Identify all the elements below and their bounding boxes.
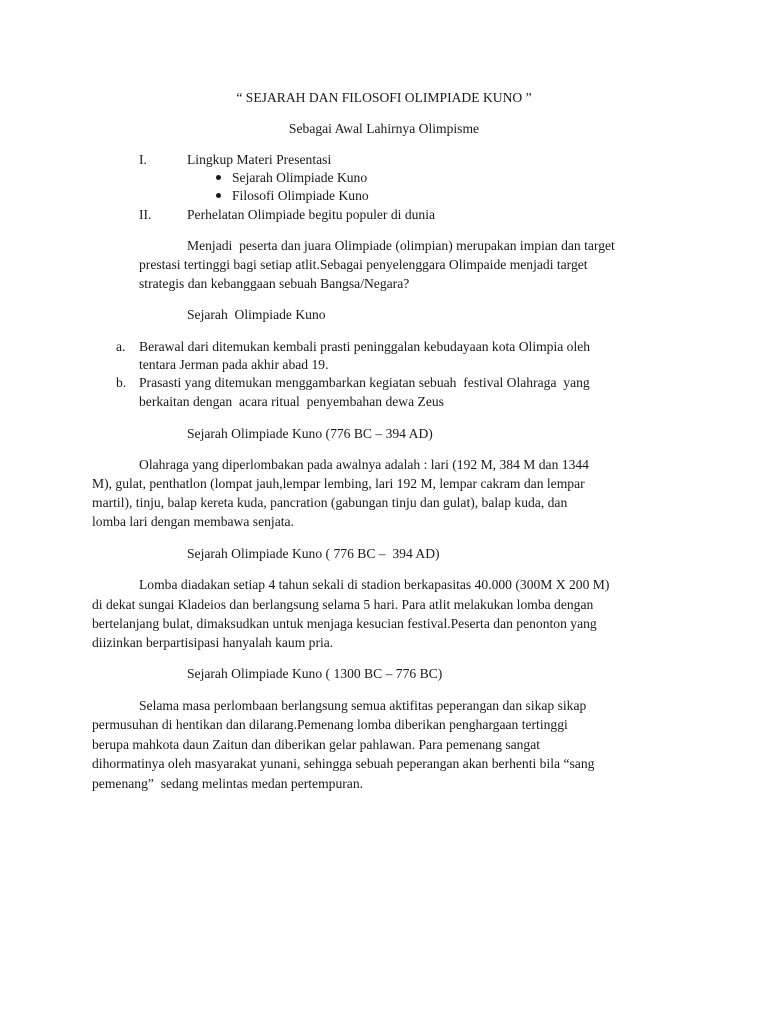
outline-text: Perhelatan Olimpiade begitu populer di dunia	[187, 207, 436, 222]
item-letter: b.	[116, 375, 127, 390]
paragraph-line: pemenang” sedang melintas medan pertempuran.	[92, 776, 364, 791]
document-title: “ SEJARAH DAN FILOSOFI OLIMPIADE KUNO ”	[236, 90, 532, 105]
section-heading: Sejarah Olimpiade Kuno ( 776 BC – 394 AD)	[187, 546, 440, 561]
paragraph-line: Lomba diadakan setiap 4 tahun sekali di stadion berkapasitas 40.000 (300M X 200 M)	[139, 577, 610, 592]
bullet-icon	[216, 175, 221, 180]
item-letter: a.	[116, 339, 126, 354]
paragraph-line: Olahraga yang diperlombakan pada awalnya adalah : lari (192 M, 384 M dan 1344	[139, 457, 589, 472]
item-line: Berawal dari ditemukan kembali prasti peninggalan kebudayaan kota Olimpia oleh	[139, 339, 591, 354]
paragraph-line: Selama masa perlombaan berlangsung semua aktifitas peperangan dan sikap sikap	[139, 698, 587, 713]
outline-numeral: I.	[139, 152, 147, 167]
paragraph-line: di dekat sungai Kladeios dan berlangsung selama 5 hari. Para atlit melakukan lomba dengan	[92, 597, 594, 612]
document-subtitle: Sebagai Awal Lahirnya Olimpisme	[288, 121, 480, 136]
item-line: tentara Jerman pada akhir abad 19.	[139, 357, 329, 372]
paragraph-line: diizinkan berpartisipasi hanyalah kaum pria.	[92, 635, 334, 650]
bullet-icon	[216, 193, 221, 198]
outline-numeral: II.	[139, 207, 152, 222]
item-line: Prasasti yang ditemukan menggambarkan kegiatan sebuah festival Olahraga yang	[139, 375, 590, 390]
paragraph-line: prestasi tertinggi bagi setiap atlit.Sebagai penyelenggara Olimpaide menjadi target	[139, 257, 588, 272]
paragraph-line: bertelanjang bulat, dimaksudkan untuk menjaga kesucian festival.Peserta dan penonton yang	[92, 616, 597, 631]
bullet-item: Filosofi Olimpiade Kuno	[232, 188, 369, 203]
section-heading: Sejarah Olimpiade Kuno ( 1300 BC – 776 BC)	[187, 666, 443, 681]
bullet-item: Sejarah Olimpiade Kuno	[232, 170, 368, 185]
paragraph-line: lomba lari dengan membawa senjata.	[92, 514, 294, 529]
paragraph-line: martil), tinju, balap kereta kuda, pancration (gabungan tinju dan gulat), balap kuda, dan	[92, 495, 568, 510]
paragraph-line: permusuhan di hentikan dan dilarang.Pemenang lomba diberikan penghargaan tertinggi	[92, 717, 568, 732]
paragraph-line: Menjadi peserta dan juara Olimpiade (olimpian) merupakan impian dan target	[187, 238, 615, 253]
paragraph-line: strategis dan kebanggaan sebuah Bangsa/Negara?	[139, 276, 410, 291]
paragraph-line: berupa mahkota daun Zaitun dan diberikan gelar pahlawan. Para pemenang sangat	[92, 737, 541, 752]
paragraph-line: dihormatinya oleh masyarakat yunani, sehingga sebuah peperangan akan berhenti bila “sang	[92, 756, 595, 771]
outline-text: Lingkup Materi Presentasi	[187, 152, 332, 167]
section-heading: Sejarah Olimpiade Kuno	[187, 307, 326, 322]
item-line: berkaitan dengan acara ritual penyembahan dewa Zeus	[139, 394, 444, 409]
section-heading: Sejarah Olimpiade Kuno (776 BC – 394 AD)	[187, 426, 433, 441]
paragraph-line: M), gulat, penthatlon (lompat jauh,lempar lembing, lari 192 M, lempar cakram dan lempar	[92, 476, 585, 491]
